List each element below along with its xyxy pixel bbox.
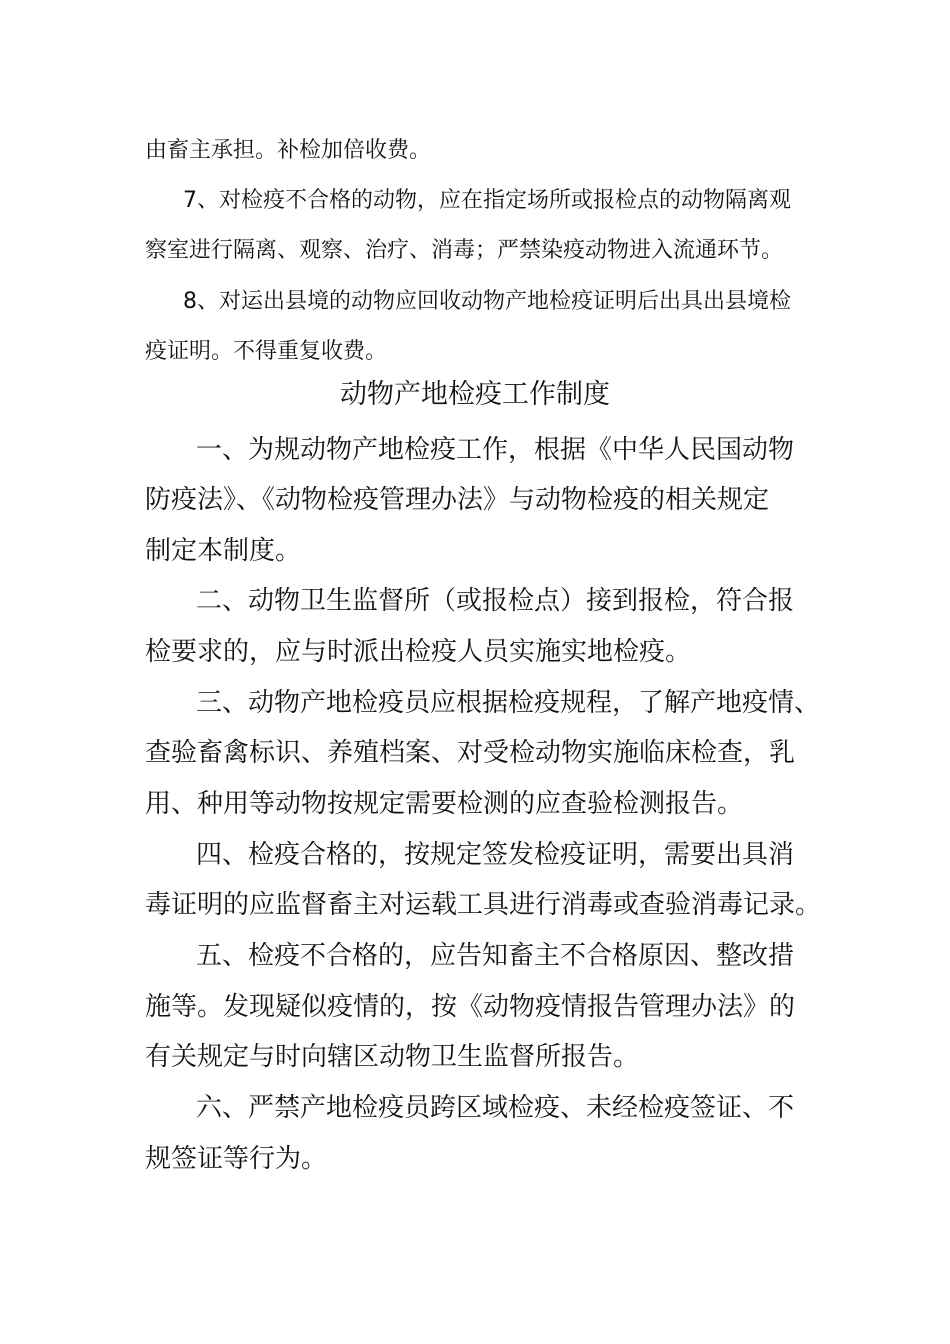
paragraph-line: 察室进行隔离、观察、治疗、消毒；严禁染疫动物进入流通环节。 bbox=[145, 238, 784, 263]
paragraph-line: 用、种用等动物按规定需要检测的应查验检测报告。 bbox=[145, 789, 744, 819]
section-title: 动物产地检疫工作制度 bbox=[340, 379, 610, 410]
paragraph-line: 六、严禁产地检疫员跨区域检疫、未经检疫签证、不 bbox=[196, 1093, 795, 1123]
paragraph-line: 制定本制度。 bbox=[145, 536, 302, 566]
paragraph-line: 规签证等行为。 bbox=[145, 1144, 328, 1174]
paragraph-line: 四、检疫合格的，按规定签发检疫证明，需要出具消 bbox=[196, 840, 795, 870]
paragraph-line: 三、动物产地检疫员应根据检疫规程，了解产地疫情、 bbox=[196, 688, 821, 718]
paragraph-line: 查验畜禽标识、养殖档案、对受检动物实施临床检查，乳 bbox=[145, 738, 796, 768]
paragraph-line: 由畜主承担。补检加倍收费。 bbox=[145, 138, 432, 163]
paragraph-line: 防疫法》、《动物检疫管理办法》与动物检疫的相关规定 bbox=[145, 485, 770, 515]
paragraph-line: 8、对运出县境的动物应回收动物产地检疫证明后出具出县境检 bbox=[183, 289, 791, 314]
paragraph-line: 施等。发现疑似疫情的，按《动物疫情报告管理办法》的 bbox=[145, 992, 796, 1022]
paragraph-line: 毒证明的应监督畜主对运载工具进行消毒或查验消毒记录。 bbox=[145, 890, 822, 920]
paragraph-line: 二、动物卫生监督所（或报检点）接到报检，符合报 bbox=[196, 586, 795, 616]
paragraph-line: 五、检疫不合格的，应告知畜主不合格原因、整改措 bbox=[196, 941, 795, 971]
paragraph-line: 检要求的，应与时派出检疫人员实施实地检疫。 bbox=[145, 637, 692, 667]
paragraph-line: 有关规定与时向辖区动物卫生监督所报告。 bbox=[145, 1042, 640, 1072]
paragraph-line: 疫证明。不得重复收费。 bbox=[145, 339, 388, 364]
paragraph-line: 7、对检疫不合格的动物，应在指定场所或报检点的动物隔离观 bbox=[183, 188, 791, 213]
paragraph-line: 一、为规动物产地检疫工作，根据《中华人民国动物 bbox=[196, 435, 795, 465]
